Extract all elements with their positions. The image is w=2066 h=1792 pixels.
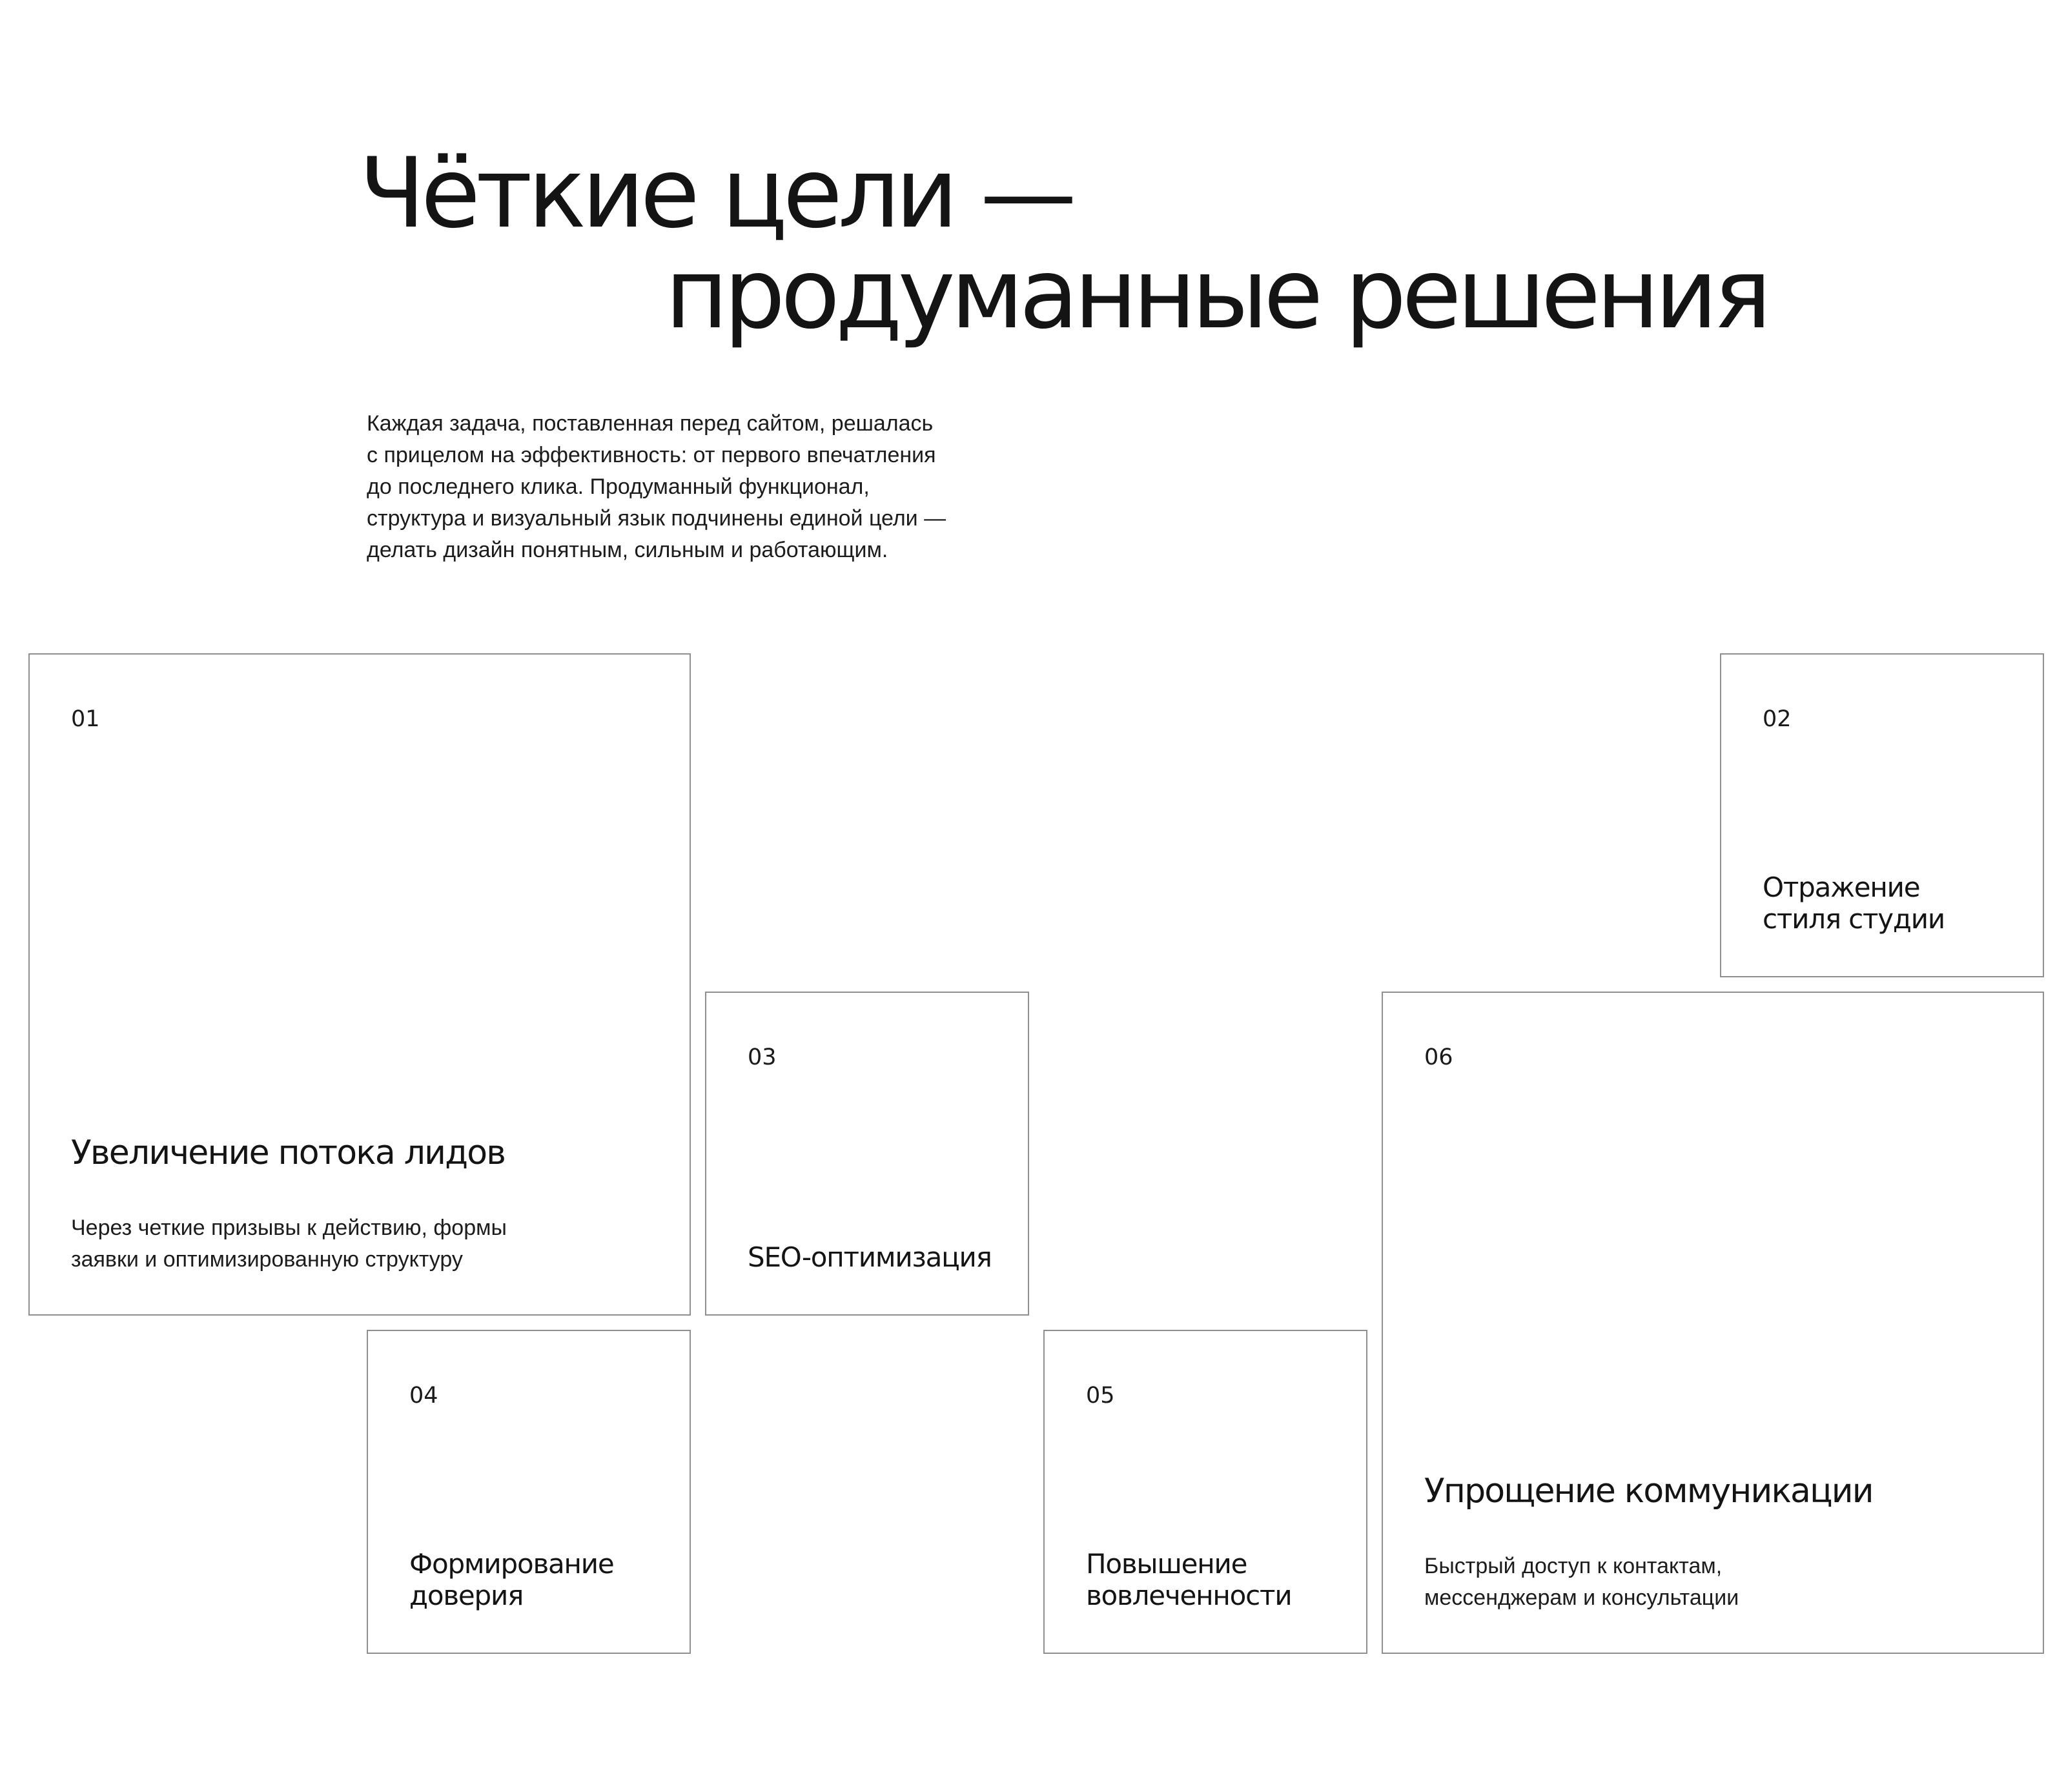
goal-card-studio-style (1720, 653, 2044, 977)
card-title: Формирование доверия (409, 1548, 614, 1611)
card-number: 06 (1424, 1044, 1453, 1070)
card-title: Повышение вовлеченности (1086, 1548, 1292, 1611)
card-number: 02 (1763, 706, 1792, 732)
card-number: 05 (1086, 1383, 1115, 1409)
goal-card-communication (1382, 992, 2044, 1654)
card-title: SEO-оптимизация (748, 1241, 992, 1273)
goal-card-lead-flow (28, 653, 691, 1316)
card-title: Отражение стиля студии (1763, 871, 1945, 935)
card-title: Увеличение потока лидов (71, 1134, 506, 1172)
goal-card-engagement (1043, 1330, 1367, 1654)
intro-paragraph: Каждая задача, поставленная перед сайтом, решалась с прицелом на эффективность: от первого впечатления до последнего клика. Продуманный функционал, структура и визуальный язык подчинены единой цели — делать дизайн понятным, сильным и работающим. (367, 411, 946, 562)
card-number: 03 (748, 1044, 777, 1070)
card-title: Упрощение коммуникации (1424, 1472, 1873, 1511)
goal-card-seo (705, 992, 1029, 1316)
card-description: Быстрый доступ к контактам, мессенджерам и консультации (1424, 1554, 1739, 1610)
section-heading-line-1: Чёткие цели — (359, 137, 1072, 250)
card-number: 01 (71, 706, 100, 732)
goal-card-trust (367, 1330, 691, 1654)
section-heading-line-2: продуманные решения (665, 238, 1767, 351)
card-description: Через четкие призывы к действию, формы заявки и оптимизированную структуру (71, 1216, 507, 1272)
card-number: 04 (409, 1383, 438, 1409)
